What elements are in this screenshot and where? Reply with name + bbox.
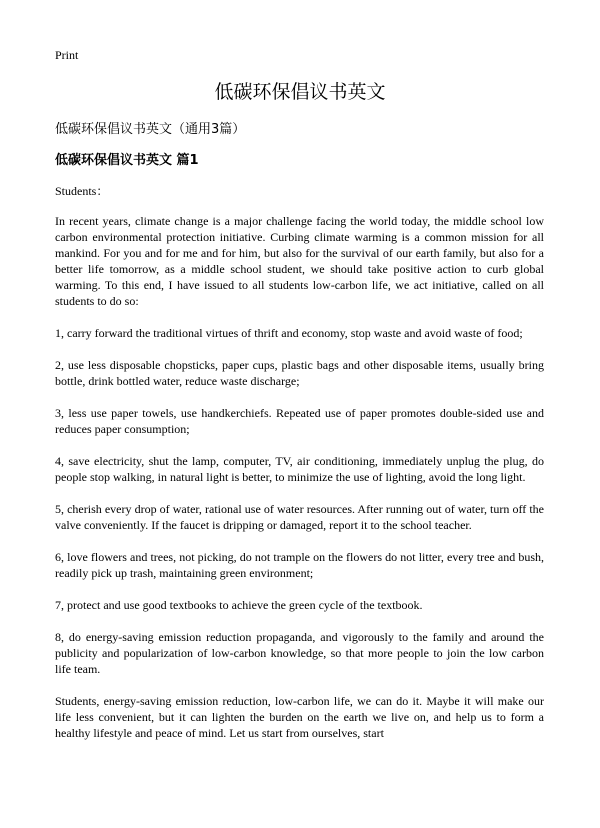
- print-label[interactable]: Print: [55, 48, 79, 62]
- paragraph-item-2: 2, use less disposable chopsticks, paper cups, plastic bags and other disposable items, usually bring bottle, drink bottled water, reduce waste discharge;: [55, 358, 544, 388]
- paragraph-item-5: 5, cherish every drop of water, rational use of water resources. After running out of water, turn off the valve conveniently. If the faucet is dripping or damaged, report it to the school teacher.: [55, 502, 544, 532]
- paragraph-item-7: 7, protect and use good textbooks to achieve the green cycle of the textbook.: [55, 598, 423, 612]
- salutation: Students：: [55, 184, 109, 198]
- section-heading: 低碳环保倡议书英文 篇1: [55, 153, 199, 168]
- paragraph-item-1: 1, carry forward the traditional virtues of thrift and economy, stop waste and avoid waste of food;: [55, 326, 523, 340]
- paragraph-intro: In recent years, climate change is a major challenge facing the world today, the middle school low carbon environmental protection initiative. Curbing climate warming is a common mission for all mankind. For you and for me and for him, but also for the survival of our earth family, but also for a better life tomorrow, as a middle school student, we should take positive action to curb global warming. To this end, I have issued to all students low-carbon life, we act initiative, called on all students to do so:: [55, 214, 544, 308]
- paragraph-item-4: 4, save electricity, shut the lamp, computer, TV, air conditioning, immediately unplug the plug, do people stop walking, in natural light is better, to minimize the use of lighting, avoid the long light.: [55, 454, 544, 484]
- document-title: 低碳环保倡议书英文: [214, 81, 386, 103]
- document-subtitle: 低碳环保倡议书英文（通用3篇）: [55, 122, 246, 137]
- paragraph-closing: Students, energy-saving emission reduction, low-carbon life, we can do it. Maybe it will make our life less convenient, but it can lighten the burden on the earth we live on, and help us to form a healthy lifestyle and peace of mind. Let us start from ourselves, start: [55, 694, 544, 740]
- paragraph-item-3: 3, less use paper towels, use handkerchiefs. Repeated use of paper promotes double-sided use and reduces paper consumption;: [55, 406, 544, 436]
- paragraph-item-6: 6, love flowers and trees, not picking, do not trample on the flowers do not litter, every tree and bush, readily pick up trash, maintaining green environment;: [55, 550, 544, 580]
- document-body: [55, 183, 544, 757]
- paragraph-item-8: 8, do energy-saving emission reduction propaganda, and vigorously to the family and around the publicity and popularization of low-carbon knowledge, so that more people to join the low carbon life team.: [55, 630, 544, 676]
